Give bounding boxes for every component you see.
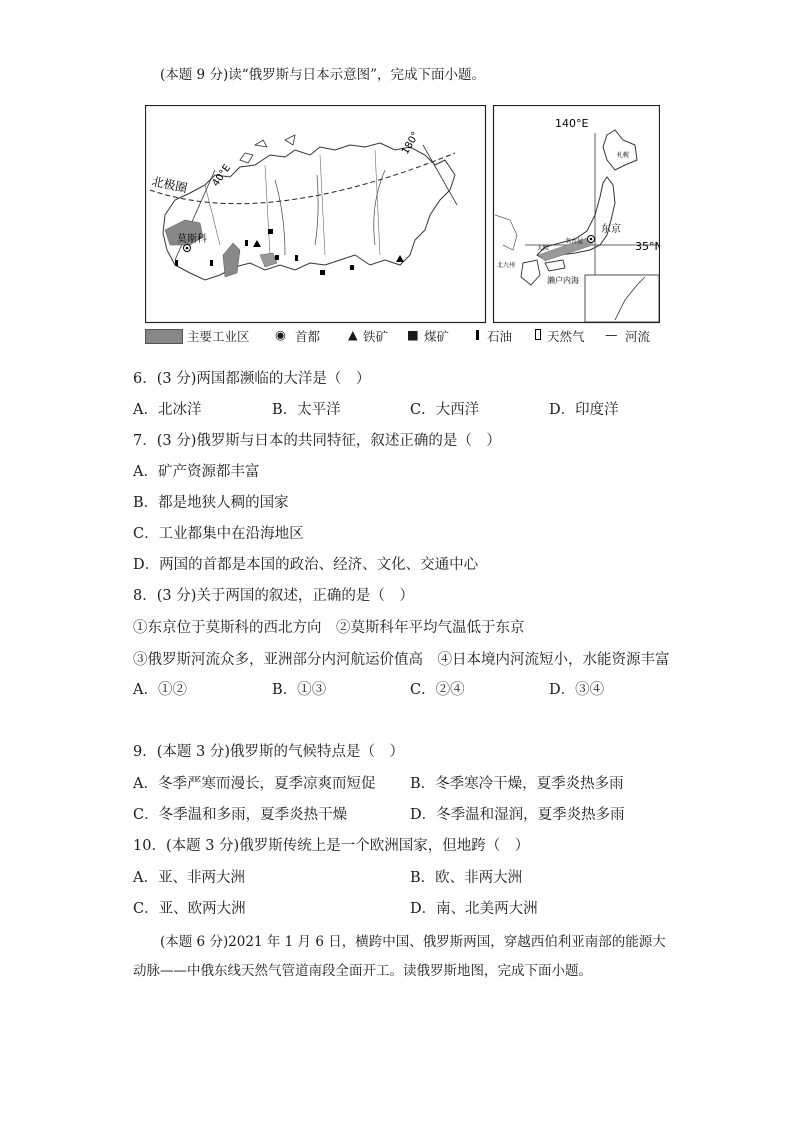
q9-option-b[interactable]: B．冬季寒冷干燥，夏季炎热多雨 xyxy=(410,776,624,792)
q10-option-b[interactable]: B．欧、非两大洲 xyxy=(410,870,523,886)
question-7-stem: 7．(3 分)俄罗斯与日本的共同特征，叙述正确的是（ ） xyxy=(133,433,501,449)
moscow-label: 莫斯科 xyxy=(177,234,207,245)
oil-legend-icon xyxy=(476,330,479,340)
meridian-180-label: 180° xyxy=(400,130,422,157)
q8-statement-2: ③俄罗斯河流众多，亚洲部分内河航运价值高 ④日本境内河流短小，水能资源丰富 xyxy=(133,652,670,668)
coal-legend-icon: ■ xyxy=(407,327,419,342)
map-svg xyxy=(145,105,660,350)
q8-option-a[interactable]: A．①② xyxy=(133,682,187,698)
seto-label: 濑户内海 xyxy=(547,276,579,285)
tokyo-label: 东京 xyxy=(601,224,621,235)
q8-option-d[interactable]: D．③④ xyxy=(549,682,605,698)
q8-option-c[interactable]: C．②④ xyxy=(410,682,465,698)
parallel-35n-label: 35°N xyxy=(635,240,660,253)
section-intro: (本题 9 分)读“俄罗斯与日本示意图”，完成下面小题。 xyxy=(160,67,486,83)
q10-option-c[interactable]: C．亚、欧两大洲 xyxy=(133,901,246,917)
legend-capital: 首都 xyxy=(295,329,321,344)
oil-symbol-5 xyxy=(295,255,298,261)
q7-option-c[interactable]: C．工业都集中在沿海地区 xyxy=(133,526,304,542)
q8-option-b[interactable]: B．①③ xyxy=(272,682,327,698)
q8-statement-1: ①东京位于莫斯科的西北方向 ②莫斯科年平均气温低于东京 xyxy=(133,620,525,636)
osaka-label: 大阪 xyxy=(537,245,550,252)
gas-legend-icon xyxy=(535,329,541,340)
question-8-stem: 8．(3 分)关于两国的叙述，正确的是（ ） xyxy=(133,588,414,604)
sapporo-label: 札幌 xyxy=(617,152,630,159)
iron-legend-icon: ▲ xyxy=(348,327,358,342)
coal-symbol-1 xyxy=(268,229,273,234)
arctic-circle-label: 北极圈 xyxy=(150,174,189,196)
japan-inset-frame xyxy=(585,275,659,322)
industrial-legend-swatch xyxy=(145,329,183,344)
question-6-stem: 6．(3 分)两国都濒临的大洋是（ ） xyxy=(133,371,371,387)
kitakyushu-label: 北九州 xyxy=(497,262,516,269)
map-legend xyxy=(145,327,660,345)
q9-option-d[interactable]: D．冬季温和湿润，夏季炎热多雨 xyxy=(410,807,625,823)
legend-oil: 石油 xyxy=(487,329,513,344)
capital-legend-icon: ◉ xyxy=(275,327,286,342)
q6-option-a[interactable]: A．北冰洋 xyxy=(133,402,202,418)
question-9-stem: 9．(本题 3 分)俄罗斯的气候特点是（ ） xyxy=(133,744,404,760)
legend-river: 河流 xyxy=(625,329,651,344)
q6-option-d[interactable]: D．印度洋 xyxy=(549,402,619,418)
question-10-stem: 10．(本题 3 分)俄罗斯传统上是一个欧洲国家，但地跨（ ） xyxy=(133,838,530,854)
russia-map-frame xyxy=(146,106,486,323)
oil-symbol-4 xyxy=(175,260,178,266)
coal-symbol-3 xyxy=(275,255,279,260)
legend-coal: 煤矿 xyxy=(424,329,450,344)
oil-symbol-1 xyxy=(350,265,354,270)
q9-option-a[interactable]: A．冬季严寒而漫长，夏季凉爽而短促 xyxy=(133,776,376,792)
q10-option-d[interactable]: D．南、北美两大洲 xyxy=(410,901,538,917)
q6-option-b[interactable]: B．太平洋 xyxy=(272,402,341,418)
legend-gas: 天然气 xyxy=(547,329,585,344)
river-legend-icon: — xyxy=(605,327,618,342)
oil-symbol-2 xyxy=(245,240,248,246)
oil-symbol-3 xyxy=(210,260,213,266)
section-intro-2-line-1: (本题 6 分)2021 年 1 月 6 日，横跨中国、俄罗斯两国，穿越西伯利亚南部的能源大 xyxy=(160,934,666,950)
nagoya-label: 名古屋 xyxy=(565,238,584,245)
coal-symbol-2 xyxy=(320,270,325,275)
q7-option-b[interactable]: B．都是地狭人稠的国家 xyxy=(133,495,289,511)
q9-option-c[interactable]: C．冬季温和多雨，夏季炎热干燥 xyxy=(133,807,348,823)
q7-option-a[interactable]: A．矿产资源都丰富 xyxy=(133,464,260,480)
section-intro-2-line-2: 动脉——中俄东线天然气管道南段全面开工。读俄罗斯地图，完成下面小题。 xyxy=(133,963,592,979)
russia-japan-map-figure xyxy=(145,105,660,350)
meridian-40e-label: 40°E xyxy=(210,162,234,189)
meridian-140e-label: 140°E xyxy=(555,117,589,130)
legend-industrial: 主要工业区 xyxy=(187,329,250,344)
q6-option-c[interactable]: C．大西洋 xyxy=(410,402,480,418)
legend-iron: 铁矿 xyxy=(363,329,389,344)
q10-option-a[interactable]: A．亚、非两大洲 xyxy=(133,870,245,886)
q7-option-d[interactable]: D．两国的首都是本国的政治、经济、文化、交通中心 xyxy=(133,557,479,573)
